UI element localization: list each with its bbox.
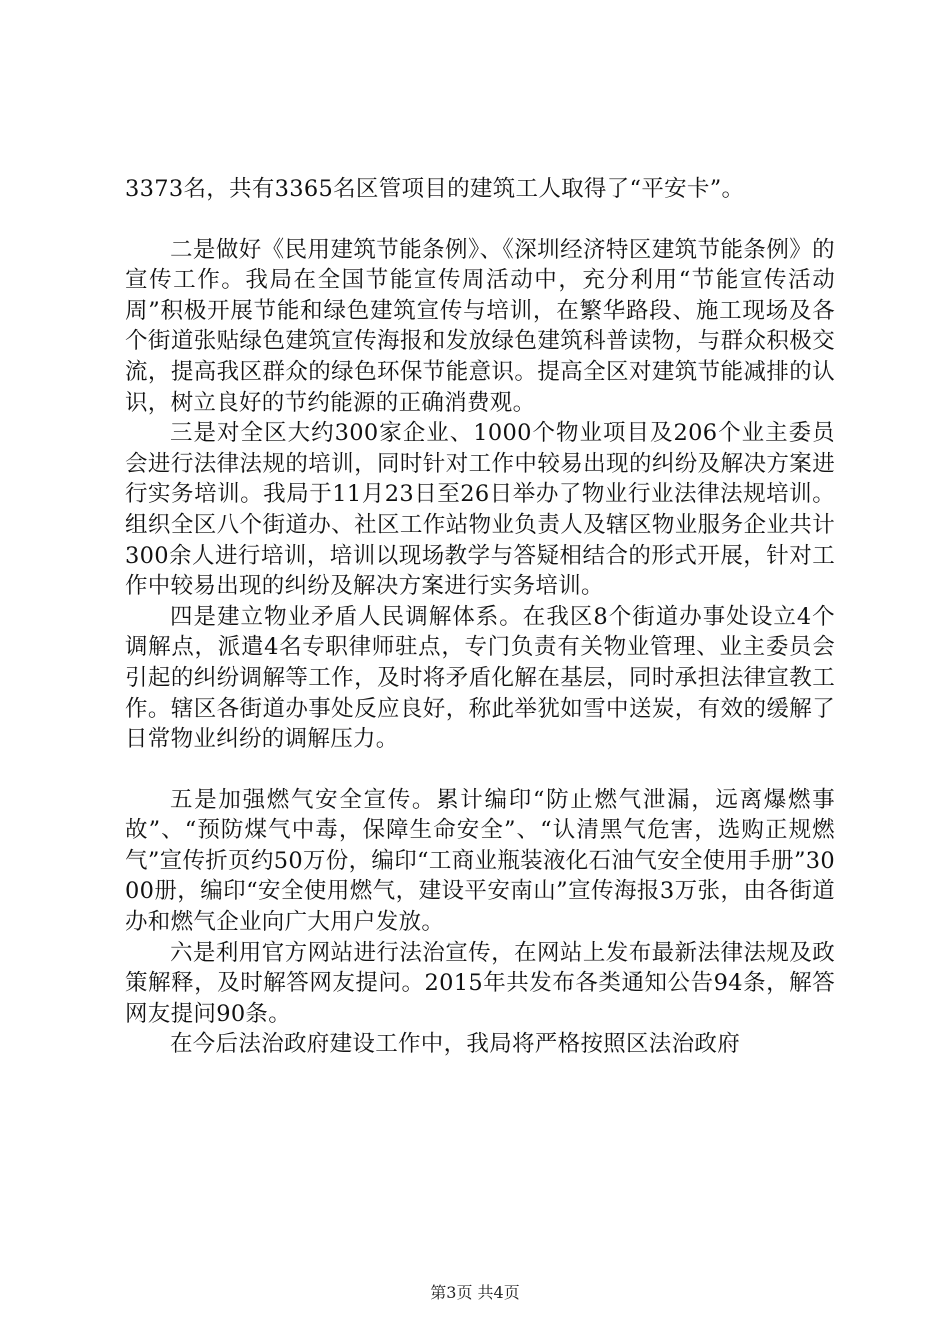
paragraph-website-publicity: 六是利用官方网站进行法治宣传，在网站上发布最新法律法规及政策解释，及时解答网友提问。2015年共发布各类通知公告94条，解答网友提问90条。 [125, 939, 835, 1027]
paragraph-future-work: 在今后法治政府建设工作中，我局将严格按照区法治政府 [170, 1031, 741, 1058]
paragraph-gas-safety: 五是加强燃气安全宣传。累计编印“防止燃气泄漏，远离爆燃事故”、“预防煤气中毒，保障生命安全”、“认清黑气危害，选购正规燃气”宣传折页约50万份，编印“工商业瓶装液化石油气安全使用手册”3000册，编印“安全使用燃气，建设平安南山”宣传海报3万张，由各街道办和燃气企业向广大用户发放。 [125, 786, 835, 936]
paragraph-mediation-system: 四是建立物业矛盾人民调解体系。在我区8个街道办事处设立4个调解点，派遣4名专职律师驻点，专门负责有关物业管理、业主委员会引起的纠纷调解等工作，及时将矛盾化解在基层，同时承担法律宣教工作。辖区各街道办事处反应良好，称此举犹如雪中送炭，有效的缓解了日常物业纠纷的调解压力。 [125, 603, 835, 753]
document-body [125, 174, 835, 1060]
paragraph-property-training: 三是对全区大约300家企业、1000个物业项目及206个业主委员会进行法律法规的培训，同时针对工作中较易出现的纠纷及解决方案进行实务培训。我局于11月23日至26日举办了物业行业法律法规培训。组织全区八个街道办、社区工作站物业负责人及辖区物业服务企业共计300余人进行培训，培训以现场教学与答疑相结合的形式开展，针对工作中较易出现的纠纷及解决方案进行实务培训。 [125, 420, 835, 600]
paragraph-gap [125, 755, 835, 785]
page-number-footer: 第3页 共4页 [430, 1283, 520, 1302]
paragraph-gap [125, 205, 835, 235]
paragraph-continuation: 3373名，共有3365名区管项目的建筑工人取得了“平安卡”。 [125, 176, 745, 202]
paragraph-energy-saving: 二是做好《民用建筑节能条例》、《深圳经济特区建筑节能条例》的宣传工作。我局在全国节能宣传周活动中，充分利用“节能宣传活动周”积极开展节能和绿色建筑宣传与培训，在繁华路段、施工现场及各个街道张贴绿色建筑宣传海报和发放绿色建筑科普读物，与群众积极交流，提高我区群众的绿色环保节能意识。提高全区对建筑节能减排的认识，树立良好的节约能源的正确消费观。 [125, 236, 835, 416]
